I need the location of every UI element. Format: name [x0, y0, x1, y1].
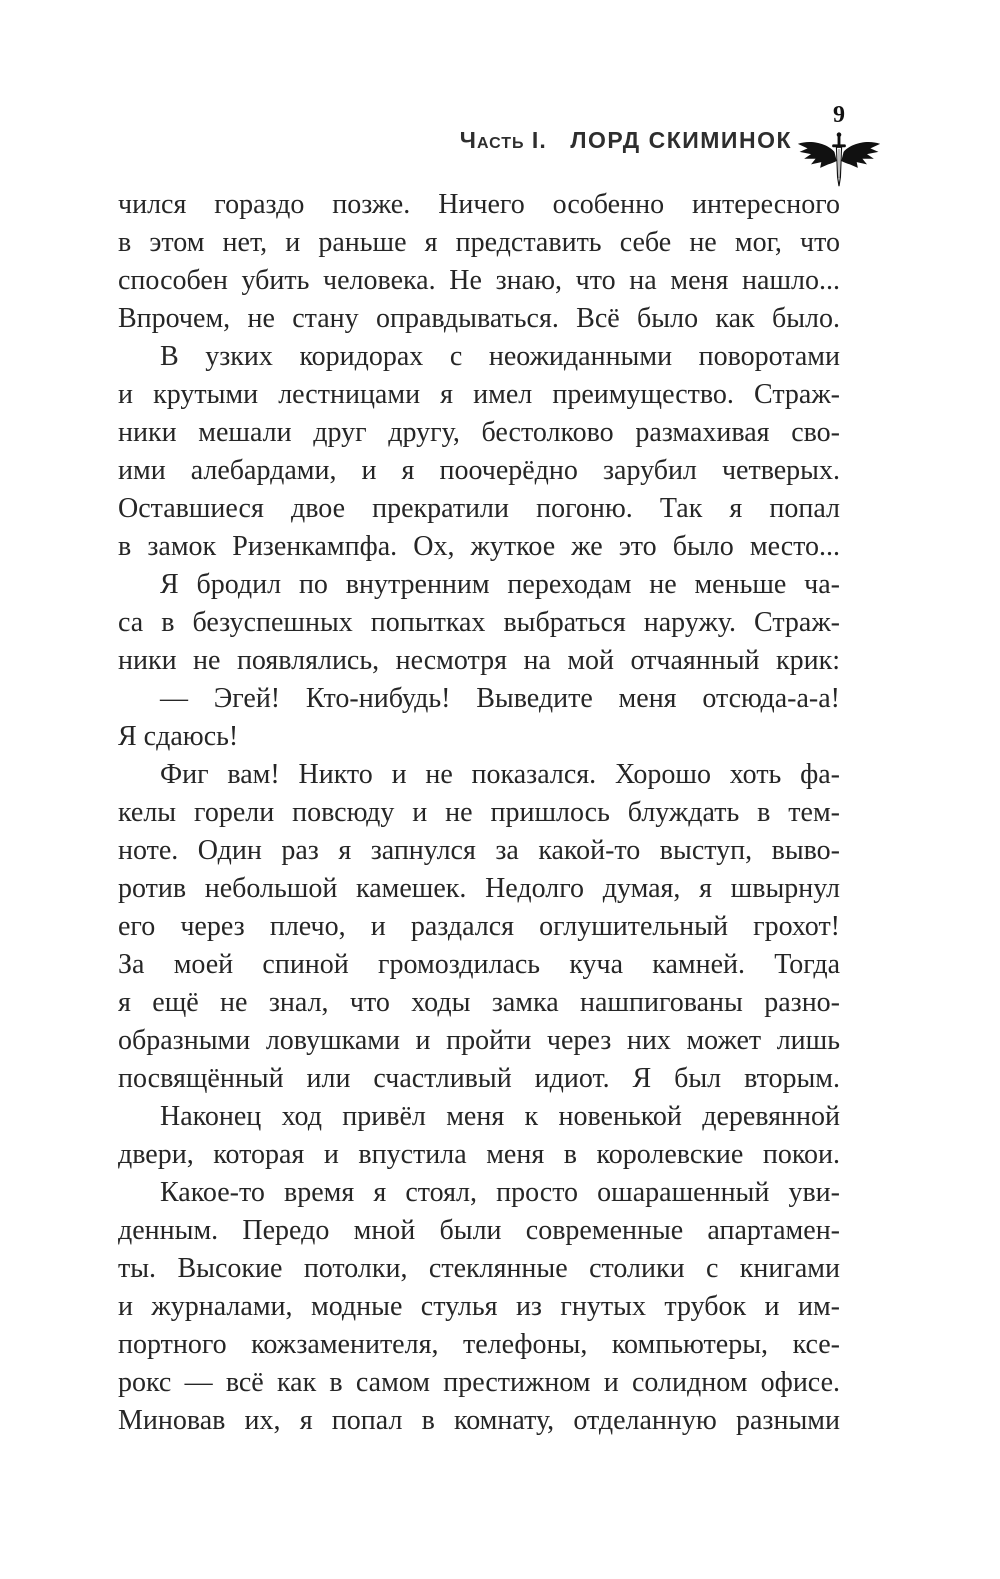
- text-line: рокс — всё как в самом престижном и солидном офисе.: [118, 1367, 840, 1398]
- text-line: я ещё не знал, что ходы замка нашпигованы разно-: [118, 987, 840, 1018]
- text-line: его через плечо, и раздался оглушительный грохот!: [118, 911, 840, 942]
- text-line: са в безуспешных попытках выбраться наружу. Страж-: [118, 607, 840, 638]
- text-line: денным. Передо мной были современные апартамен-: [118, 1215, 840, 1246]
- chapter-title: ЛОРД СКИМИНОК: [570, 127, 792, 153]
- text-line: Фиг вам! Никто и не показался. Хорошо хоть фа-: [160, 759, 840, 790]
- page-corner-emblem: [792, 103, 886, 193]
- text-line: Впрочем, не стану оправдываться. Всё было как было.: [118, 303, 840, 334]
- text-line: — Эгей! Кто-нибудь! Выведите меня отсюда-а-а!: [160, 683, 840, 714]
- text-line: ротив небольшой камешек. Недолго думая, я швырнул: [118, 873, 840, 904]
- page-text: [118, 186, 840, 1440]
- text-line: ники мешали друг другу, бестолково размахивая сво-: [118, 417, 840, 448]
- winged-sword-icon: [793, 129, 885, 193]
- text-line: образными ловушками и пройти через них может лишь: [118, 1025, 840, 1056]
- text-line: ими алебардами, и я поочерёдно зарубил четверых.: [118, 455, 840, 486]
- text-line: Я сдаюсь!: [118, 721, 239, 752]
- text-line: чился гораздо позже. Ничего особенно интересного: [118, 189, 840, 220]
- page-number: 9: [833, 102, 845, 128]
- text-line: в этом нет, и раньше я представить себе не мог, что: [118, 227, 840, 258]
- chapter-part-label: Часть I.: [459, 127, 547, 153]
- text-line: в замок Ризенкампфа. Ох, жуткое же это было место...: [118, 531, 840, 562]
- chapter-title-spacer: [555, 127, 563, 153]
- text-line: Миновав их, я попал в комнату, отделанную разными: [118, 1405, 840, 1436]
- text-line: и журналами, модные стулья из гнутых трубок и им-: [118, 1291, 840, 1322]
- text-line: Оставшиеся двое прекратили погоню. Так я попал: [118, 493, 840, 524]
- text-line: келы горели повсюду и не пришлось блуждать в тем-: [118, 797, 840, 828]
- text-line: Наконец ход привёл меня к новенькой деревянной: [160, 1101, 840, 1132]
- text-line: посвящённый или счастливый идиот. Я был вторым.: [118, 1063, 840, 1094]
- text-line: За моей спиной громоздилась куча камней. Тогда: [118, 949, 840, 980]
- text-line: двери, которая и впустила меня в королевские покои.: [118, 1139, 840, 1170]
- text-line: Какое-то время я стоял, просто ошарашенный уви-: [160, 1177, 840, 1208]
- text-line: ники не появлялись, несмотря на мой отчаянный крик:: [118, 645, 840, 676]
- text-line: ноте. Один раз я запнулся за какой-то выступ, выво-: [118, 835, 840, 866]
- text-line: и крутыми лестницами я имел преимущество. Страж-: [118, 379, 840, 410]
- text-line: Я бродил по внутренним переходам не меньше ча-: [160, 569, 840, 600]
- text-line: портного кожзаменителя, телефоны, компьютеры, ксе-: [118, 1329, 840, 1360]
- text-line: способен убить человека. Не знаю, что на меня нашло...: [118, 265, 840, 296]
- text-line: В узких коридорах с неожиданными поворотами: [160, 341, 840, 372]
- text-line: ты. Высокие потолки, стеклянные столики с книгами: [118, 1253, 840, 1284]
- chapter-header: [0, 127, 792, 153]
